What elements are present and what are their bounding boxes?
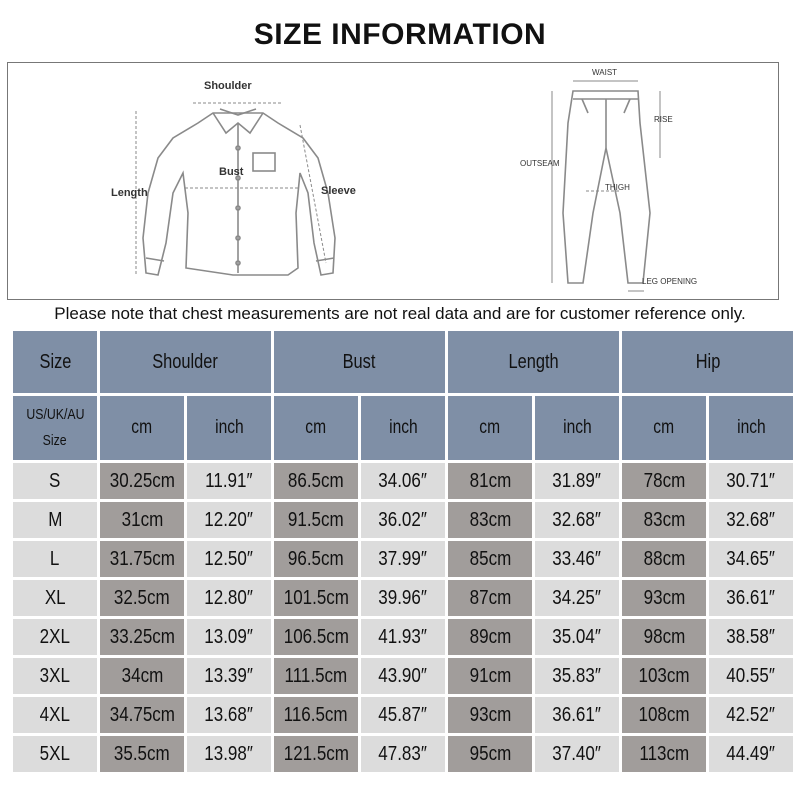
cell-shoulder-cm (100, 463, 184, 499)
cell-shoulder-inch-text: 12.20″ (204, 508, 254, 531)
cell-bust-cm (274, 580, 358, 616)
header-length: Length (448, 331, 619, 393)
cell-shoulder-inch (187, 658, 271, 694)
cell-length-inch-text: 32.68″ (552, 508, 602, 531)
table-row (13, 463, 793, 499)
cell-size (13, 463, 97, 499)
size-chart-table (10, 328, 796, 775)
cell-bust-cm-text: 111.5cm (284, 664, 348, 687)
cell-hip-cm (622, 619, 706, 655)
cell-length-inch (535, 658, 619, 694)
cell-bust-cm (274, 736, 358, 772)
cell-bust-inch (361, 658, 445, 694)
unit-cm: cm (100, 396, 184, 460)
page-title: SIZE INFORMATION (253, 18, 547, 51)
cell-bust-cm-text: 116.5cm (284, 703, 348, 726)
cell-hip-cm-text: 93cm (643, 586, 685, 609)
cell-bust-cm-text: 86.5cm (288, 469, 344, 492)
header-shoulder: Shoulder (100, 331, 271, 393)
cell-length-cm (448, 619, 532, 655)
cell-length-inch (535, 736, 619, 772)
cell-shoulder-cm-text: 34.75cm (109, 703, 175, 726)
cell-bust-inch-text: 39.96″ (378, 586, 428, 609)
cell-size-text: 2XL (39, 625, 71, 648)
cell-shoulder-cm-text: 30.25cm (109, 469, 175, 492)
cell-bust-inch-text: 45.87″ (378, 703, 428, 726)
cell-bust-inch-text: 41.93″ (378, 625, 428, 648)
cell-hip-inch-text: 30.71″ (726, 469, 776, 492)
cell-bust-inch (361, 619, 445, 655)
cell-size-text: S (49, 469, 61, 492)
cell-shoulder-inch (187, 619, 271, 655)
cell-size-text: 3XL (39, 664, 71, 687)
cell-bust-inch-text: 37.99″ (378, 547, 428, 570)
cell-shoulder-cm (100, 580, 184, 616)
cell-shoulder-inch-text: 11.91″ (205, 469, 253, 492)
cell-bust-cm (274, 619, 358, 655)
measurement-diagram (7, 62, 779, 300)
cell-size (13, 658, 97, 694)
cell-hip-cm (622, 658, 706, 694)
cell-size-text: 4XL (39, 703, 71, 726)
cell-hip-inch (709, 697, 793, 733)
cell-size (13, 619, 97, 655)
pants-label-leg-opening: LEG OPENING (642, 277, 698, 286)
unit-cm: cm (448, 396, 532, 460)
cell-shoulder-inch-text: 13.39″ (204, 664, 254, 687)
cell-bust-cm (274, 658, 358, 694)
cell-bust-inch (361, 736, 445, 772)
cell-hip-cm (622, 541, 706, 577)
unit-cm: cm (622, 396, 706, 460)
cell-hip-cm-text: 88cm (643, 547, 685, 570)
cell-length-cm-text: 95cm (469, 742, 511, 765)
cell-length-inch-text: 31.89″ (552, 469, 602, 492)
pants-label-outseam: OUTSEAM (520, 159, 560, 168)
cell-bust-cm-text: 106.5cm (283, 625, 349, 648)
cell-length-cm-text: 87cm (469, 586, 511, 609)
cell-shoulder-inch (187, 736, 271, 772)
cell-hip-cm-text: 98cm (643, 625, 685, 648)
cell-bust-inch (361, 541, 445, 577)
cell-bust-inch (361, 463, 445, 499)
cell-hip-cm (622, 502, 706, 538)
cell-length-cm (448, 580, 532, 616)
cell-length-inch (535, 502, 619, 538)
cell-hip-cm (622, 463, 706, 499)
cell-bust-cm-text: 121.5cm (283, 742, 349, 765)
cell-length-cm-text: 83cm (469, 508, 511, 531)
cell-length-cm-text: 89cm (469, 625, 511, 648)
cell-length-cm (448, 463, 532, 499)
cell-shoulder-cm-text: 35.5cm (114, 742, 170, 765)
pants-label-waist: WAIST (592, 68, 618, 77)
garment-illustrations (8, 63, 780, 301)
cell-bust-inch (361, 580, 445, 616)
shirt-label-sleeve: Sleeve (321, 185, 356, 197)
unit-header-row (13, 396, 793, 460)
pants-label-thigh: THIGH (605, 183, 630, 192)
cell-size-text: M (47, 508, 63, 531)
table-row (13, 658, 793, 694)
cell-shoulder-inch-text: 13.09″ (204, 625, 254, 648)
cell-size-text: XL (44, 586, 66, 609)
cell-bust-cm (274, 463, 358, 499)
cell-hip-inch-text: 34.65″ (726, 547, 776, 570)
cell-shoulder-cm-text: 31cm (121, 508, 163, 531)
cell-length-cm (448, 658, 532, 694)
cell-hip-cm (622, 736, 706, 772)
cell-shoulder-inch-text: 12.80″ (204, 586, 254, 609)
header-region-size: US/UK/AU Size (13, 396, 97, 460)
cell-hip-inch (709, 736, 793, 772)
unit-inch: inch (187, 396, 271, 460)
cell-hip-inch (709, 463, 793, 499)
cell-hip-inch-text: 32.68″ (726, 508, 776, 531)
disclaimer-note: Please note that chest measurements are not real data and are for customer reference only. (54, 304, 746, 323)
cell-hip-cm-text: 78cm (643, 469, 685, 492)
table-row (13, 697, 793, 733)
table-row (13, 580, 793, 616)
cell-shoulder-inch-text: 13.98″ (204, 742, 254, 765)
unit-inch: inch (709, 396, 793, 460)
cell-bust-cm (274, 502, 358, 538)
cell-bust-inch-text: 43.90″ (378, 664, 428, 687)
cell-bust-cm-text: 91.5cm (288, 508, 344, 531)
cell-shoulder-cm-text: 34cm (121, 664, 163, 687)
cell-shoulder-inch (187, 541, 271, 577)
cell-hip-cm (622, 697, 706, 733)
cell-length-inch (535, 580, 619, 616)
cell-hip-cm-text: 83cm (643, 508, 685, 531)
cell-bust-cm-text: 96.5cm (288, 547, 344, 570)
cell-length-inch-text: 36.61″ (552, 703, 602, 726)
cell-shoulder-inch-text: 13.68″ (204, 703, 254, 726)
cell-size (13, 502, 97, 538)
cell-length-inch-text: 35.83″ (552, 664, 602, 687)
cell-bust-inch-text: 34.06″ (378, 469, 428, 492)
cell-length-cm-text: 81cm (469, 469, 511, 492)
cell-hip-inch (709, 502, 793, 538)
cell-length-inch (535, 463, 619, 499)
table-row (13, 619, 793, 655)
cell-length-inch-text: 37.40″ (552, 742, 602, 765)
cell-length-inch (535, 697, 619, 733)
shirt-label-length: Length (111, 187, 148, 199)
cell-size-text: L (50, 547, 60, 570)
cell-hip-inch-text: 42.52″ (726, 703, 776, 726)
cell-bust-inch-text: 47.83″ (378, 742, 428, 765)
cell-hip-inch-text: 38.58″ (726, 625, 776, 648)
cell-length-inch-text: 34.25″ (552, 586, 602, 609)
cell-hip-cm (622, 580, 706, 616)
cell-shoulder-inch (187, 580, 271, 616)
cell-length-cm-text: 85cm (469, 547, 511, 570)
cell-hip-inch (709, 658, 793, 694)
cell-shoulder-inch-text: 12.50″ (204, 547, 254, 570)
shirt-label-shoulder: Shoulder (204, 80, 252, 92)
unit-inch: inch (361, 396, 445, 460)
cell-shoulder-cm (100, 736, 184, 772)
cell-size-text: 5XL (39, 742, 71, 765)
cell-length-inch (535, 541, 619, 577)
cell-shoulder-cm-text: 33.25cm (109, 625, 175, 648)
shirt-label-bust: Bust (219, 166, 244, 178)
cell-shoulder-inch (187, 697, 271, 733)
cell-hip-cm-text: 113cm (639, 742, 689, 765)
cell-size (13, 580, 97, 616)
cell-shoulder-cm (100, 502, 184, 538)
group-header-row (13, 331, 793, 393)
table-row (13, 502, 793, 538)
cell-bust-cm-text: 101.5cm (283, 586, 349, 609)
cell-length-inch-text: 35.04″ (552, 625, 602, 648)
table-row (13, 541, 793, 577)
pants-label-rise: RISE (654, 115, 673, 124)
cell-hip-cm-text: 108cm (638, 703, 690, 726)
cell-shoulder-cm-text: 32.5cm (114, 586, 170, 609)
cell-length-cm (448, 541, 532, 577)
cell-bust-inch (361, 697, 445, 733)
cell-size (13, 697, 97, 733)
cell-hip-cm-text: 103cm (638, 664, 690, 687)
cell-length-inch-text: 33.46″ (552, 547, 602, 570)
cell-shoulder-cm (100, 619, 184, 655)
unit-inch: inch (535, 396, 619, 460)
cell-hip-inch-text: 44.49″ (726, 742, 776, 765)
cell-length-cm (448, 736, 532, 772)
cell-hip-inch (709, 541, 793, 577)
cell-shoulder-cm (100, 697, 184, 733)
cell-bust-inch-text: 36.02″ (378, 508, 428, 531)
cell-hip-inch-text: 40.55″ (726, 664, 776, 687)
cell-shoulder-cm (100, 658, 184, 694)
cell-bust-inch (361, 502, 445, 538)
cell-bust-cm (274, 541, 358, 577)
cell-length-cm (448, 697, 532, 733)
cell-shoulder-cm (100, 541, 184, 577)
unit-cm: cm (274, 396, 358, 460)
cell-size (13, 736, 97, 772)
header-size: Size (13, 331, 97, 393)
cell-hip-inch (709, 580, 793, 616)
cell-length-cm (448, 502, 532, 538)
header-bust: Bust (274, 331, 445, 393)
cell-hip-inch-text: 36.61″ (726, 586, 776, 609)
cell-bust-cm (274, 697, 358, 733)
table-row (13, 736, 793, 772)
cell-length-cm-text: 91cm (469, 664, 511, 687)
cell-shoulder-inch (187, 502, 271, 538)
cell-hip-inch (709, 619, 793, 655)
size-rows (13, 463, 793, 772)
cell-shoulder-cm-text: 31.75cm (109, 547, 175, 570)
shirt-icon (143, 109, 335, 275)
header-hip: Hip (622, 331, 793, 393)
cell-shoulder-inch (187, 463, 271, 499)
cell-size (13, 541, 97, 577)
cell-length-inch (535, 619, 619, 655)
cell-length-cm-text: 93cm (469, 703, 511, 726)
